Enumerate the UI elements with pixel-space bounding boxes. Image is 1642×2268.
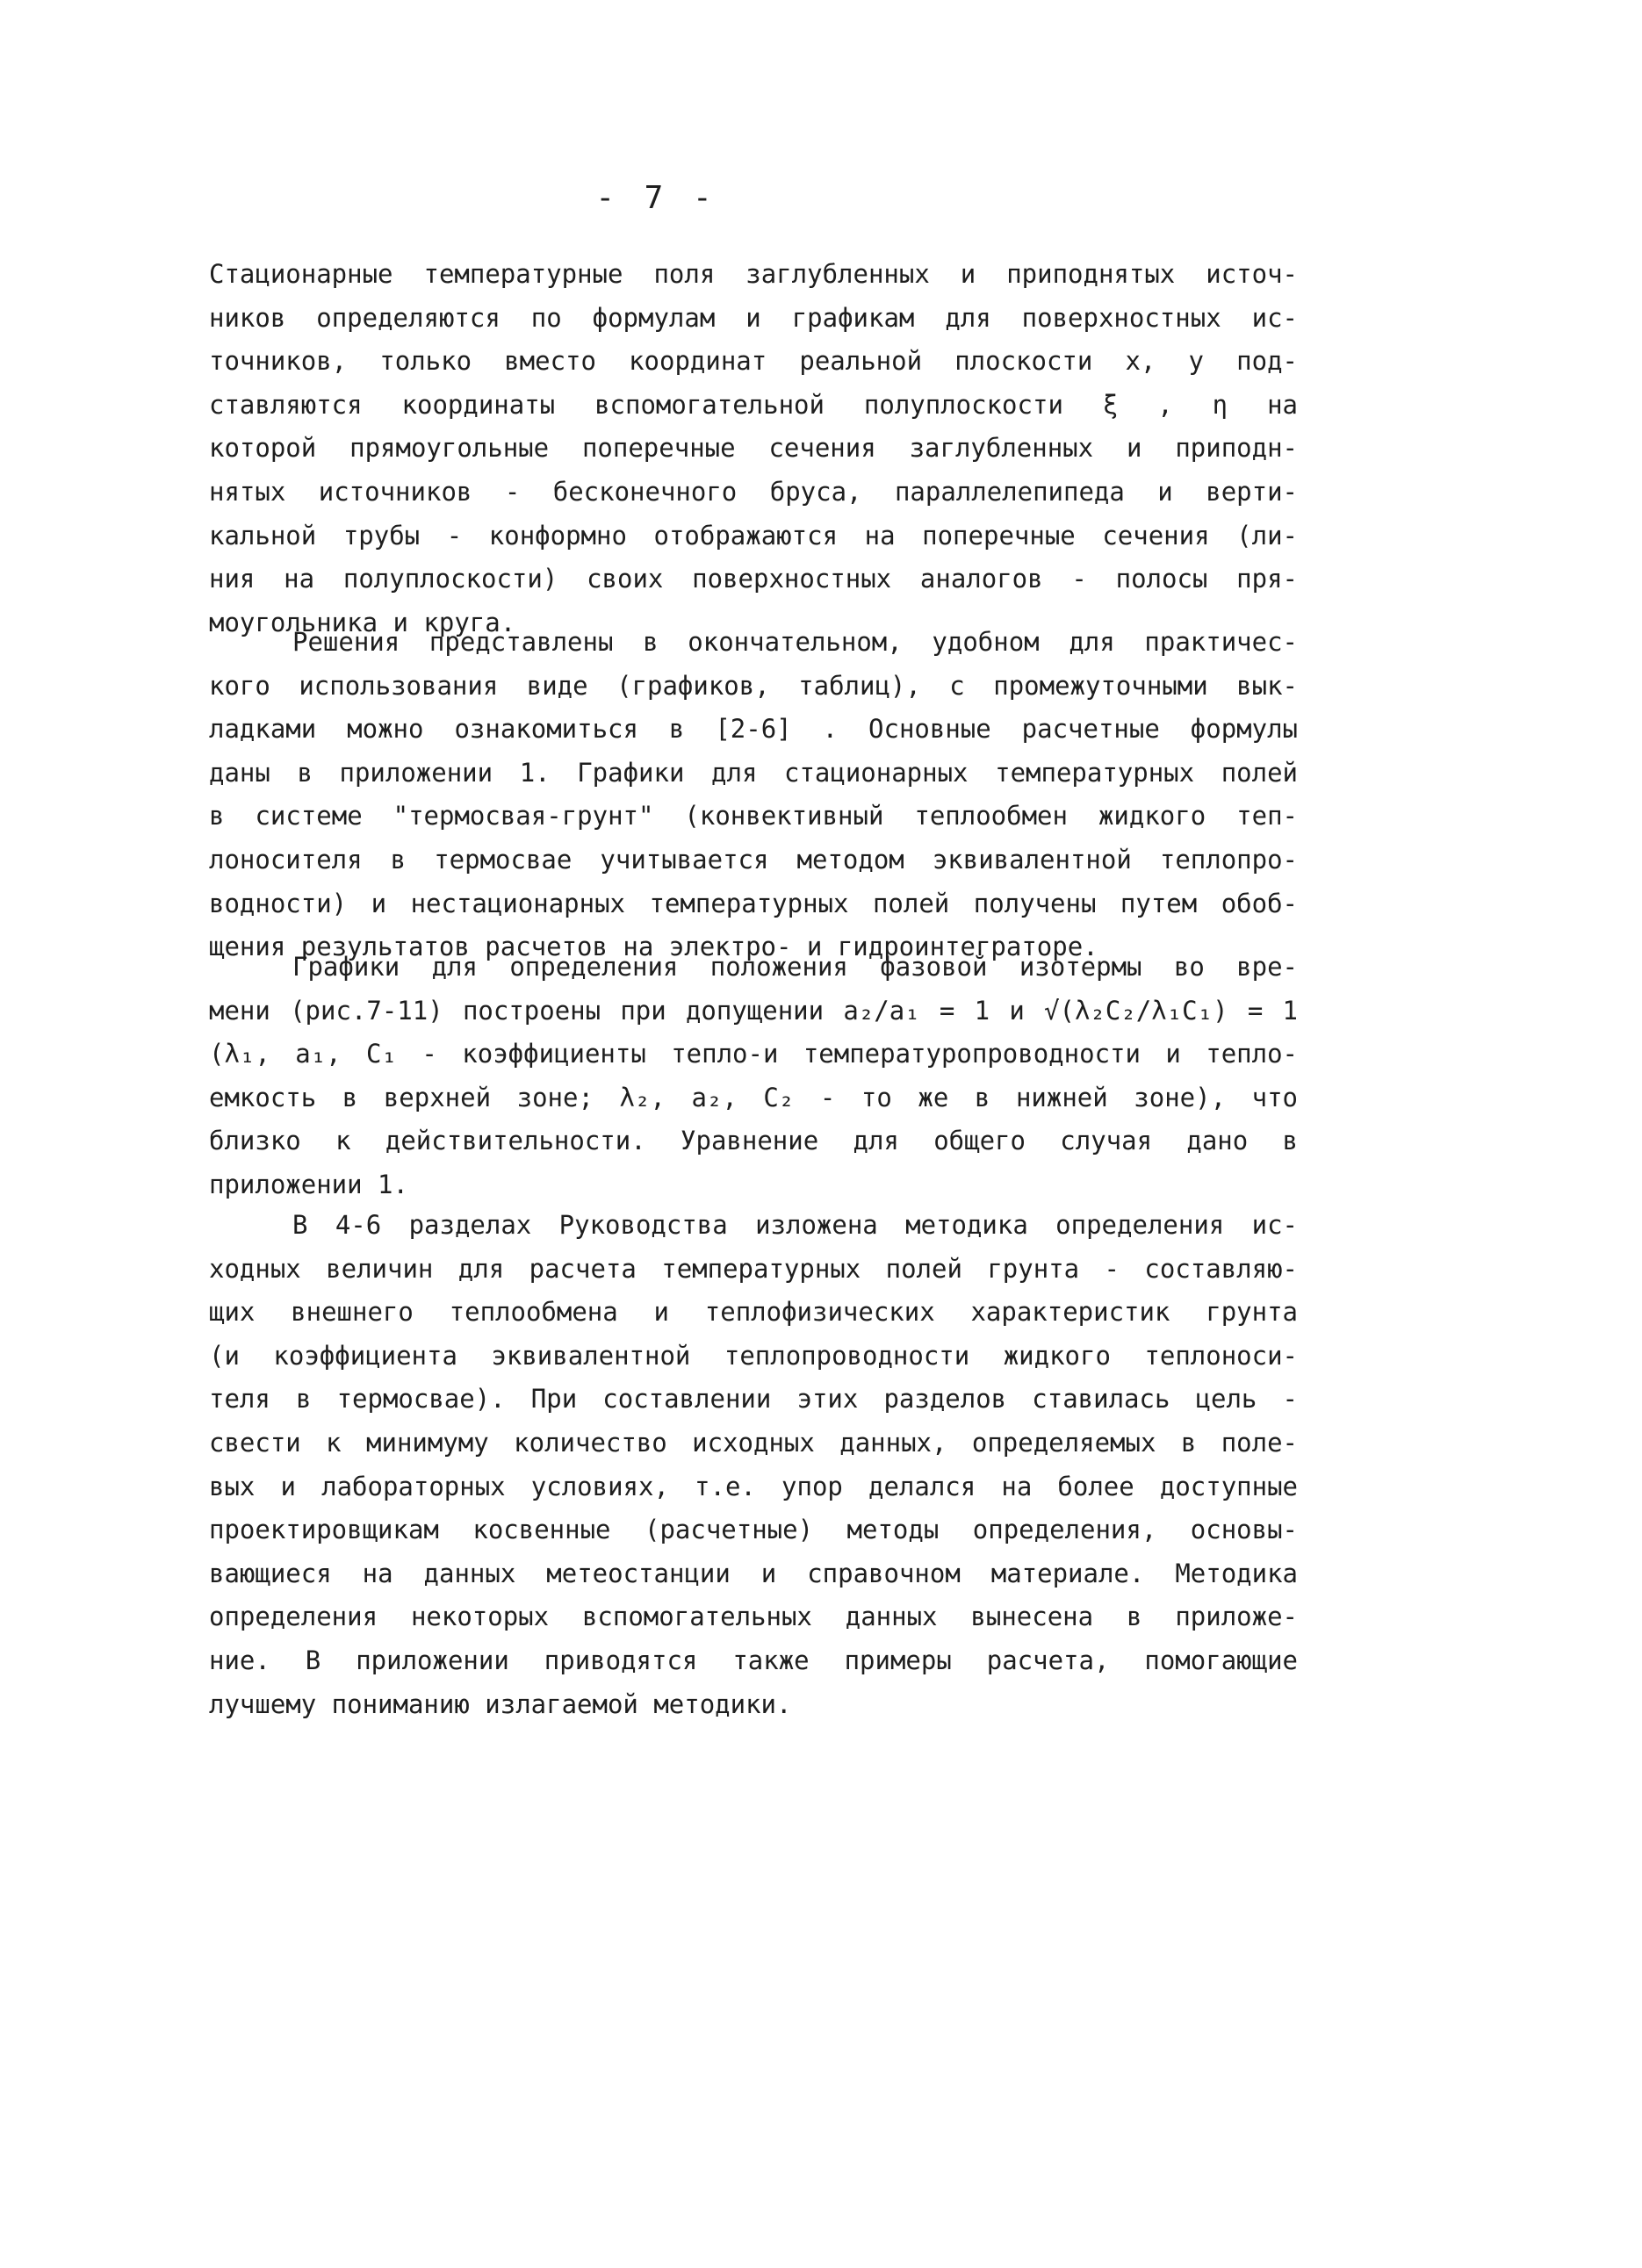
text-line: свести к минимуму количество исходных данных, определяемых в поле- xyxy=(209,1427,1298,1458)
text-line: емкость в верхней зоне; λ₂, a₂, C₂ - то же в нижней зоне), что xyxy=(209,1082,1298,1112)
text-line: ставляются координаты вспомогательной полуплоскости ξ , η на xyxy=(209,389,1298,420)
text-line: ников определяются по формулам и графикам для поверхностных ис- xyxy=(209,302,1298,333)
text-line: ходных величин для расчета температурных полей грунта - составляю- xyxy=(209,1253,1298,1284)
text-line: кого использования виде (графиков, таблиц), с промежуточными вык- xyxy=(209,670,1298,701)
text-line: (λ₁, a₁, C₁ - коэффициенты тепло-и температуропроводности и тепло- xyxy=(209,1039,1298,1069)
text-line: Графики для определения положения фазовой изотермы во вре- xyxy=(292,952,1298,982)
text-line: определения некоторых вспомогательных данных вынесена в приложе- xyxy=(209,1602,1298,1632)
text-line: щения результатов расчетов на электро- и гидроинтеграторе. xyxy=(209,932,1098,962)
text-line: Решения представлены в окончательном, удобном для практичес- xyxy=(292,627,1298,657)
text-line: водности) и нестационарных температурных полей получены путем обоб- xyxy=(209,888,1298,918)
text-line: лоносителя в термосвае учитывается методом эквивалентной теплопро- xyxy=(209,844,1298,875)
text-line: нятых источников - бесконечного бруса, параллелепипеда и верти- xyxy=(209,476,1298,507)
text-line: ладками можно ознакомиться в [2-6] . Основные расчетные формулы xyxy=(209,714,1298,745)
text-line: ния на полуплоскости) своих поверхностных аналогов - полосы пря- xyxy=(209,564,1298,594)
text-line: проектировщикам косвенные (расчетные) методы определения, основы- xyxy=(209,1515,1298,1545)
text-line: теля в термосвае). При составлении этих разделов ставилась цель - xyxy=(209,1384,1298,1415)
text-line: (и коэффициента эквивалентной теплопроводности жидкого теплоноси- xyxy=(209,1340,1298,1371)
text-line: точников, только вместо координат реальной плоскости x, y под- xyxy=(209,346,1298,377)
paragraph-2 xyxy=(209,621,1298,969)
text-line: близко к действительности. Уравнение для общего случая дано в xyxy=(209,1126,1298,1156)
text-line: вых и лабораторных условиях, т.е. упор делался на более доступные xyxy=(209,1471,1298,1501)
text-line: В 4-6 разделах Руководства изложена методика определения ис- xyxy=(292,1210,1298,1240)
text-line: ние. В приложении приводятся также примеры расчета, помогающие xyxy=(209,1645,1298,1675)
paragraph-4 xyxy=(209,1204,1298,1726)
text-line: кальной трубы - конформно отображаются на поперечные сечения (ли- xyxy=(209,520,1298,551)
paragraph-1 xyxy=(209,253,1298,644)
text-line: щих внешнего теплообмена и теплофизических характеристик грунта xyxy=(209,1297,1298,1328)
paragraph-3 xyxy=(209,946,1298,1207)
text-line: в системе "термосвая-грунт" (конвективный теплообмен жидкого теп- xyxy=(209,801,1298,832)
text-line: Стационарные температурные поля заглубленных и приподнятых источ- xyxy=(209,259,1298,289)
text-line: вающиеся на данных метеостанции и справочном материале. Методика xyxy=(209,1558,1298,1588)
text-line: даны в приложении 1. Графики для стационарных температурных полей xyxy=(209,757,1298,788)
text-line: которой прямоугольные поперечные сечения заглубленных и приподн- xyxy=(209,433,1298,464)
text-line: лучшему пониманию излагаемой методики. xyxy=(209,1688,792,1719)
text-line: моугольника и круга. xyxy=(209,607,516,637)
page-number: - 7 - xyxy=(595,180,717,216)
text-line: приложении 1. xyxy=(209,1169,408,1199)
text-line: мени (рис.7-11) построены при допущении a₂/a₁ = 1 и √(λ₂C₂/λ₁C₁) = 1 xyxy=(209,995,1298,1026)
